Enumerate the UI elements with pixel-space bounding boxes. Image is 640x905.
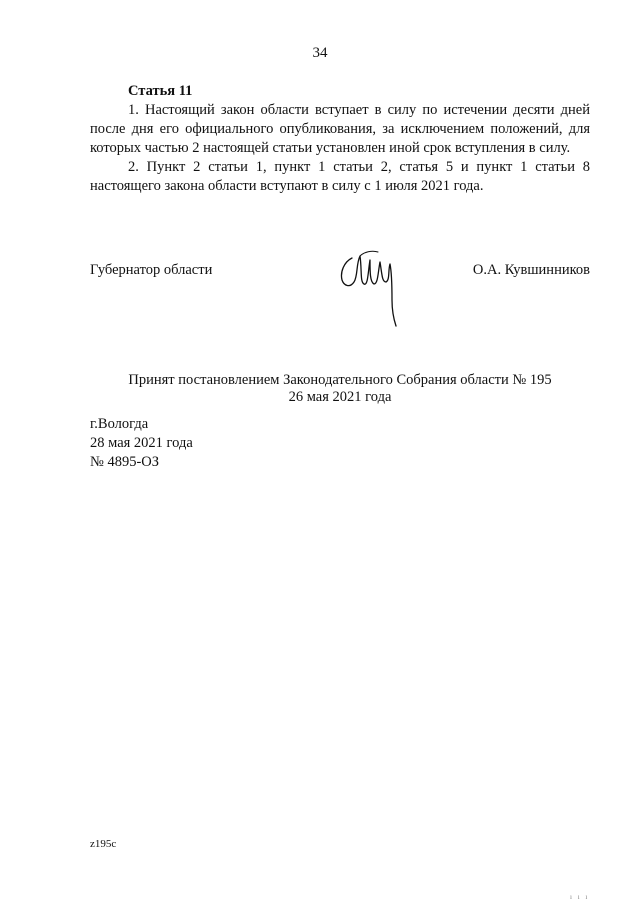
- adoption-note: [0, 372, 640, 406]
- signing-date: 28 мая 2021 года: [90, 435, 193, 451]
- document-code: z195c: [90, 838, 117, 850]
- law-number: № 4895-ОЗ: [90, 454, 160, 470]
- corner-mark: ı ı ı: [570, 893, 590, 901]
- place-date-number: [90, 415, 193, 472]
- article-paragraph-1: 1. Настоящий закон области вступает в силу по истечении десяти дней после дня его официального опубликования, за исключением положений, для которых частью 2 настоящей статьи установлен иной срок вступления в силу.: [90, 102, 590, 156]
- signature-block: [90, 260, 590, 340]
- article-section: [90, 82, 590, 196]
- page-number: 34: [312, 45, 328, 61]
- signatory-name: О.А. Кувшинников: [472, 262, 590, 278]
- adoption-line: Принят постановлением Законодательного Собрания области № 195: [128, 372, 552, 388]
- article-title: Статья 11: [128, 83, 193, 99]
- article-paragraph-2: 2. Пункт 2 статьи 1, пункт 1 статьи 2, статья 5 и пункт 1 статьи 8 настоящего закона области вступают в силу с 1 июля 2021 года.: [90, 159, 590, 194]
- signatory-title: Губернатор области: [90, 262, 213, 278]
- city: г.Вологда: [90, 416, 149, 432]
- adoption-date: 26 мая 2021 года: [288, 389, 392, 405]
- handwritten-signature: [338, 244, 408, 328]
